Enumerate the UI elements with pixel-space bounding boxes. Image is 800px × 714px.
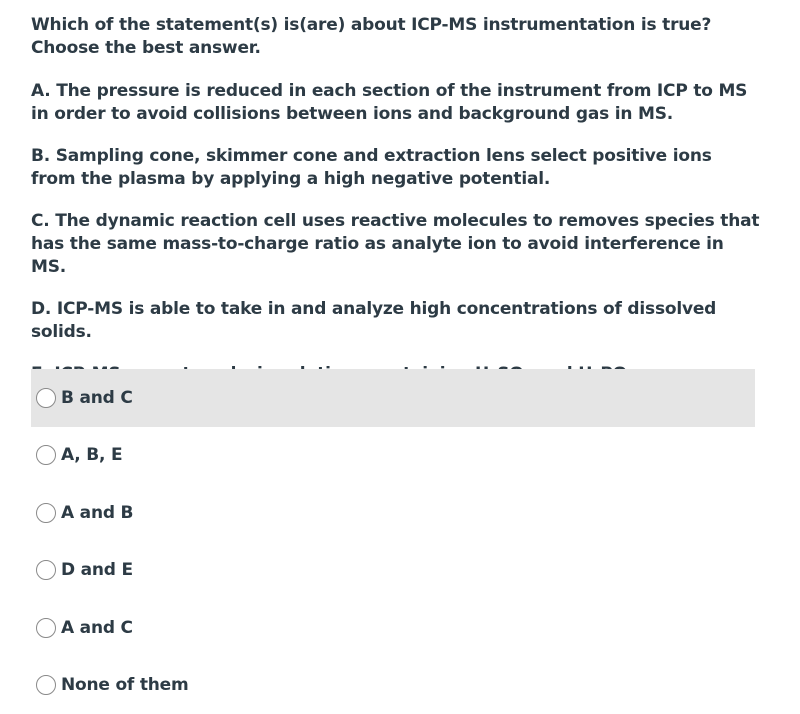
answer-label: A and C bbox=[61, 618, 133, 638]
answer-label: A and B bbox=[61, 503, 133, 523]
question-block bbox=[31, 14, 761, 405]
radio-button[interactable] bbox=[36, 503, 56, 523]
answer-label: A, B, E bbox=[61, 445, 122, 465]
answer-option[interactable] bbox=[31, 369, 755, 427]
answer-option[interactable] bbox=[31, 484, 755, 542]
answer-label: B and C bbox=[61, 388, 133, 408]
answer-option[interactable] bbox=[31, 542, 755, 600]
radio-button[interactable] bbox=[36, 560, 56, 580]
radio-button[interactable] bbox=[36, 675, 56, 695]
answer-label: D and E bbox=[61, 560, 133, 580]
answer-option[interactable] bbox=[31, 427, 755, 485]
statement-b: B. Sampling cone, skimmer cone and extraction lens select positive ions from the plasma by applying a high negative potential. bbox=[31, 145, 761, 191]
question-stem: Which of the statement(s) is(are) about ICP-MS instrumentation is true? Choose the best answer. bbox=[31, 14, 761, 60]
radio-button[interactable] bbox=[36, 388, 56, 408]
statement-a: A. The pressure is reduced in each section of the instrument from ICP to MS in order to avoid collisions between ions and background gas in MS. bbox=[31, 80, 761, 126]
answer-option[interactable] bbox=[31, 599, 755, 657]
statement-c: C. The dynamic reaction cell uses reactive molecules to removes species that has the same mass-to-charge ratio as analyte ion to avoid interference in MS. bbox=[31, 210, 761, 279]
statement-d: D. ICP-MS is able to take in and analyze high concentrations of dissolved solids. bbox=[31, 298, 761, 344]
answer-label: None of them bbox=[61, 675, 189, 695]
question-text bbox=[31, 14, 761, 386]
answer-option[interactable] bbox=[31, 657, 755, 714]
radio-button[interactable] bbox=[36, 445, 56, 465]
answer-list bbox=[31, 369, 755, 714]
radio-button[interactable] bbox=[36, 618, 56, 638]
